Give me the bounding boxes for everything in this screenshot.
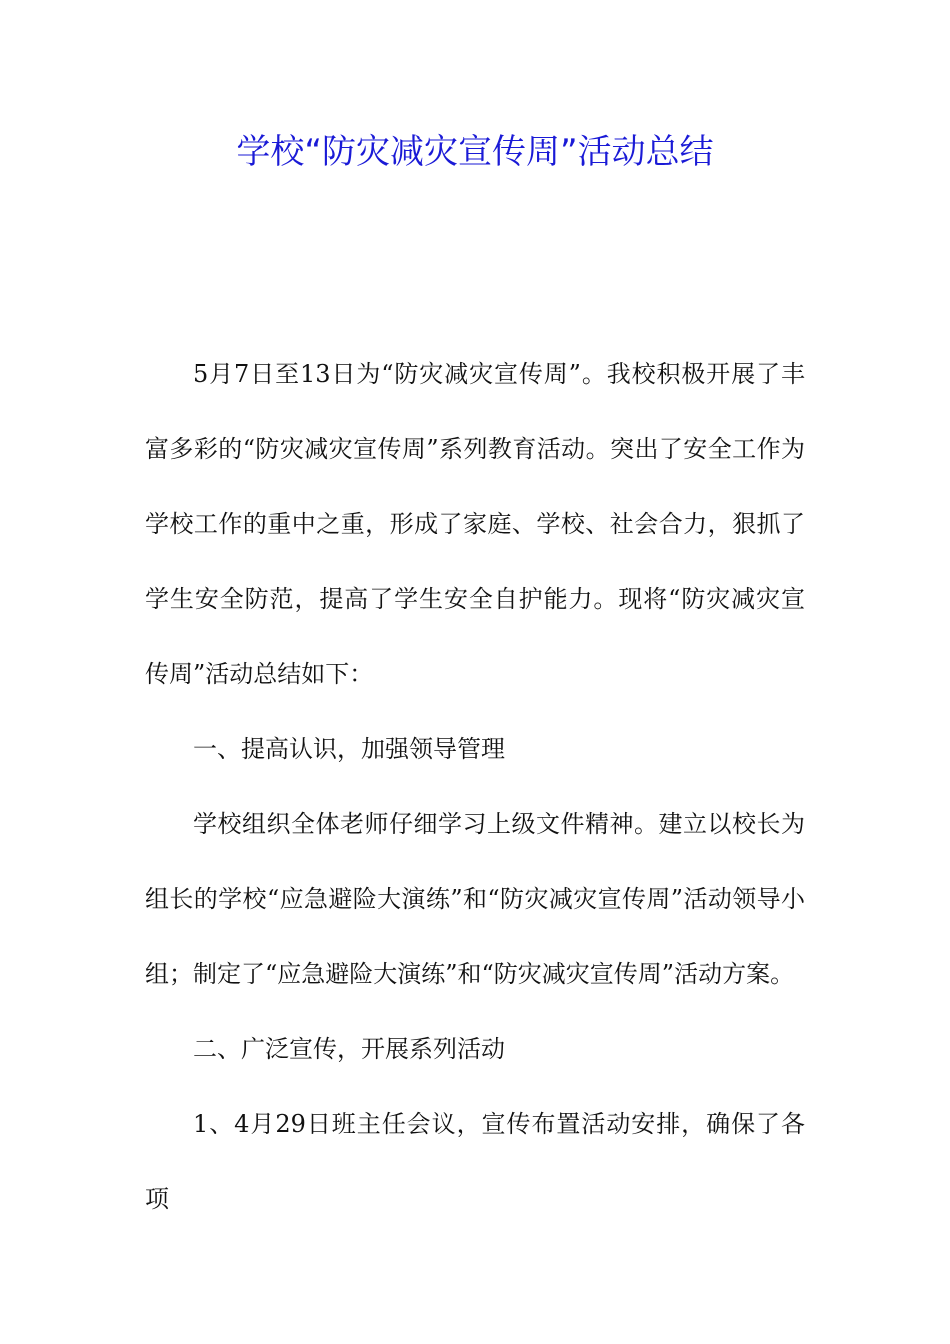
section-heading-2: 二、广泛宣传，开展系列活动 [193, 1035, 505, 1063]
section-heading-1: 一、提高认识，加强领导管理 [193, 735, 505, 763]
paragraph-item-1: 1、4月29日班主任会议，宣传布置活动安排，确保了各项 [145, 1110, 805, 1213]
document-title: 学校“防灾减灾宣传周”活动总结 [236, 132, 714, 172]
paragraph-intro: 5月7日至13日为“防灾减灾宣传周”。我校积极开展了丰富多彩的“防灾减灾宣传周”系列教育活动。突出了安全工作为学校工作的重中之重，形成了家庭、学校、社会合力，狠抓了学生安全防范，提高了学生安全自护能力。现将“防灾减灾宣传周”活动总结如下： [145, 360, 805, 688]
document-body [145, 337, 805, 1237]
paragraph-leadership: 学校组织全体老师仔细学习上级文件精神。建立以校长为组长的学校“应急避险大演练”和“防灾减灾宣传周”活动领导小组；制定了“应急避险大演练”和“防灾减灾宣传周”活动方案。 [145, 810, 805, 988]
